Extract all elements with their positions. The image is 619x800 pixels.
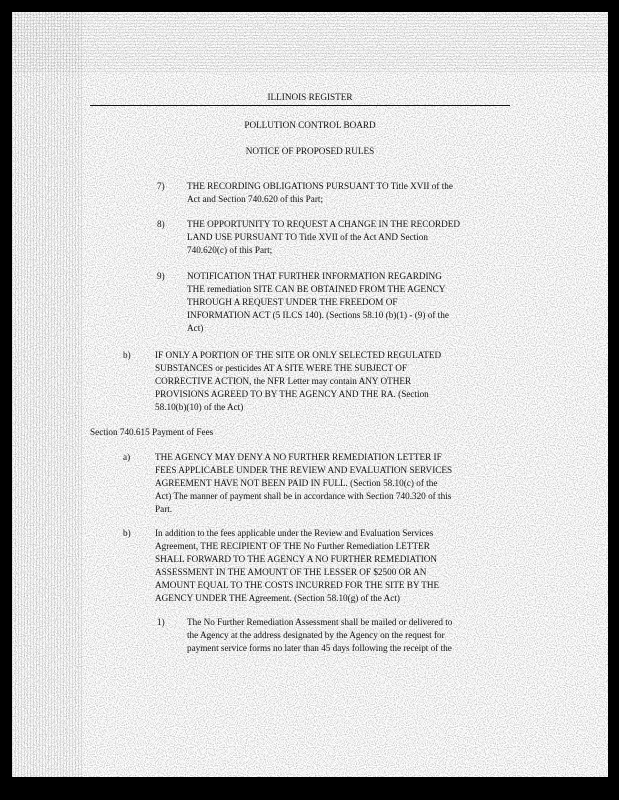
item-8-number: 8) bbox=[157, 219, 165, 229]
subitem-1-line: The No Further Remediation Assessment shall be mailed or delivered to bbox=[187, 617, 453, 627]
item-7-line: THE RECORDING OBLIGATIONS PURSUANT TO Title XVII of the bbox=[187, 181, 453, 191]
item-a-line: FEES APPLICABLE UNDER THE REVIEW AND EVALUATION SERVICES bbox=[155, 465, 453, 475]
item-b2-line: In addition to the fees applicable under the Review and Evaluation Services bbox=[155, 528, 434, 538]
item-b-number: b) bbox=[123, 350, 131, 360]
section-heading: Section 740.615 Payment of Fees bbox=[90, 427, 214, 437]
item-b2-number: b) bbox=[123, 528, 131, 538]
item-a-line: THE AGENCY MAY DENY A NO FURTHER REMEDIATION LETTER IF bbox=[155, 452, 442, 462]
item-8-line: THE OPPORTUNITY TO REQUEST A CHANGE IN THE RECORDED bbox=[187, 219, 461, 229]
item-9-number: 9) bbox=[157, 271, 165, 281]
notice-title: NOTICE OF PROPOSED RULES bbox=[245, 146, 375, 156]
subitem-1-line: the Agency at the address designated by the Agency on the request for bbox=[187, 630, 445, 640]
item-a-number: a) bbox=[123, 452, 131, 462]
item-b-line: PROVISIONS AGREED TO BY THE AGENCY AND THE RA. (Section bbox=[155, 389, 429, 399]
subitem-1-number: 1) bbox=[157, 617, 165, 627]
item-b2-line: Agreement, THE RECIPIENT OF THE No Further Remediation LETTER bbox=[155, 541, 430, 551]
item-9-line: NOTIFICATION THAT FURTHER INFORMATION REGARDING bbox=[187, 271, 442, 281]
item-9-line: THE remediation SITE CAN BE OBTAINED FROM THE AGENCY bbox=[187, 284, 446, 294]
item-7-number: 7) bbox=[157, 181, 165, 191]
subitem-1-line: payment service forms no later than 45 days following the receipt of the bbox=[187, 643, 452, 653]
item-b-line: SUBSTANCES or pesticides AT A SITE WERE THE SUBJECT OF bbox=[155, 363, 408, 373]
item-b2-line: AMOUNT EQUAL TO THE COSTS INCURRED FOR THE SITE BY THE bbox=[155, 580, 440, 590]
scan-edge-top bbox=[12, 12, 608, 72]
item-9-line: Act) bbox=[187, 323, 204, 333]
item-9-line: INFORMATION ACT (5 ILCS 140). (Sections 58.10 (b)(1) - (9) of the bbox=[187, 310, 449, 320]
document-page bbox=[12, 12, 608, 777]
item-b-line: CORRECTIVE ACTION, the NFR Letter may contain ANY OTHER bbox=[155, 376, 412, 386]
register-title: ILLINOIS REGISTER bbox=[267, 92, 353, 102]
item-9-line: THROUGH A REQUEST UNDER THE FREEDOM OF bbox=[187, 297, 398, 307]
item-b-line: 58.10(b)(10) of the Act) bbox=[155, 402, 244, 412]
item-b-line: IF ONLY A PORTION OF THE SITE OR ONLY SELECTED REGULATED bbox=[155, 350, 442, 360]
item-b2-line: ASSESSMENT IN THE AMOUNT OF THE LESSER OF $2500 OR AN bbox=[155, 567, 427, 577]
item-8-line: 740.620(c) of this Part; bbox=[187, 245, 273, 255]
header-rule bbox=[90, 105, 510, 106]
item-8-line: LAND USE PURSUANT TO Title XVII of the Act AND Section bbox=[187, 232, 428, 242]
item-b2-line: AGENCY UNDER THE Agreement. (Section 58.10(g) of the Act) bbox=[155, 593, 400, 603]
item-a-line: Part. bbox=[155, 504, 173, 514]
item-a-line: Act) The manner of payment shall be in accordance with Section 740.320 of this bbox=[155, 491, 452, 501]
item-7-line: Act and Section 740.620 of this Part; bbox=[187, 194, 324, 204]
item-a-line: AGREEMENT HAVE NOT BEEN PAID IN FULL. (Section 58.10(c) of the bbox=[155, 478, 438, 488]
item-b2-line: SHALL FORWARD TO THE AGENCY A NO FURTHER REMEDIATION bbox=[155, 554, 438, 564]
board-title: POLLUTION CONTROL BOARD bbox=[244, 120, 376, 130]
